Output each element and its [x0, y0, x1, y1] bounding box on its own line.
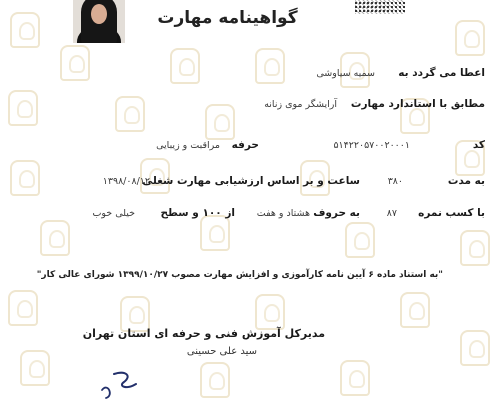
signer-name: سید علی حسینی — [186, 346, 257, 357]
standard-label: مطابق با استاندارد مهارت — [350, 98, 485, 110]
profession-label: حرفه — [231, 139, 259, 151]
score-value: ۸۷ — [386, 208, 397, 219]
duration-row — [0, 175, 495, 193]
profession-value: مراقبت و زیبایی — [156, 140, 220, 151]
standard-row — [0, 98, 495, 116]
organization-title: مدیرکل آموزش فنی و حرفه ای استان تهران — [82, 327, 325, 340]
in-words-label: به حروف — [313, 207, 360, 219]
issued-to-row — [0, 67, 495, 85]
standard-value: آرایشگر موی زنانه — [264, 99, 337, 110]
duration-label: به مدت — [447, 175, 485, 187]
issued-to-label: اعطا می گردد به — [398, 67, 485, 79]
assessment-label: ساعت و بر اساس ارزشیابی مهارت شغلی — [142, 175, 360, 187]
signature-mark — [96, 368, 146, 400]
certificate-title: گواهینامه مهارت — [157, 8, 298, 28]
qr-code — [355, 0, 405, 14]
issued-to-value: سمیه سیاوشی — [316, 68, 375, 79]
code-row — [0, 139, 495, 157]
code-label: کد — [472, 139, 485, 151]
score-row — [0, 207, 495, 225]
code-value: ۵۱۴۲۲۰۵۷۰۰۲۰۰۰۱ — [333, 140, 410, 151]
holder-photo — [73, 0, 125, 43]
score-label: با کسب نمره — [418, 207, 485, 219]
duration-value: ۳۸۰ — [387, 176, 403, 187]
in-words-value: هشتاد و هفت — [256, 208, 310, 219]
level-value: خیلی خوب — [92, 208, 135, 219]
regulation-note: "به استناد ماده ۶ آیین نامه کارآموزی و افزایش مهارت مصوب ۱۳۹۹/۱۰/۲۷ شورای عالی کار" — [36, 270, 443, 280]
out-of-label: از ۱۰۰ و سطح — [160, 207, 235, 219]
assessment-date: ۱۳۹۸/۰۸/۱۲ — [102, 176, 150, 187]
